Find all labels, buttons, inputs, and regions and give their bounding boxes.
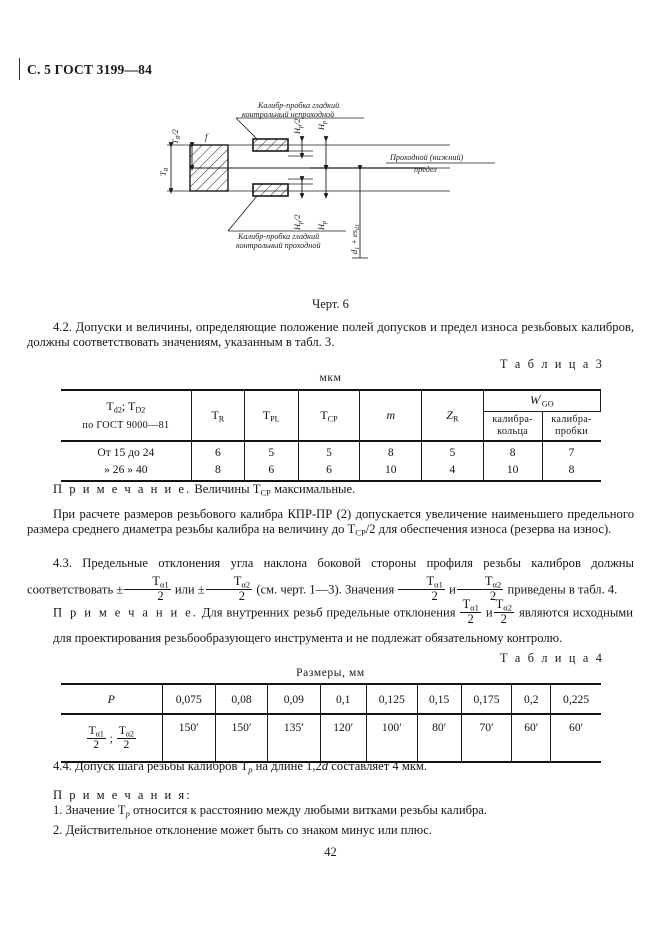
paragraph-4-3-text-c: (см. черт. 1—3). Значения	[256, 582, 395, 597]
table3-units: мкм	[319, 372, 342, 384]
table4-pitch-0: 0,075	[162, 684, 215, 714]
table3-row1-zr: 4	[422, 461, 484, 481]
fraction-talpha1-over-2: $\frac{T_{\alpha 1}}{2}$	[124, 575, 170, 603]
table3-row0-w-probki: 7	[542, 441, 600, 461]
table3-header-row-1	[61, 390, 601, 411]
table4-pitch-2: 0,09	[268, 684, 320, 714]
paragraph-4-4-text-c: составляет 4 мкм.	[331, 759, 428, 773]
table-3	[61, 389, 601, 482]
table4-value-6: 70′	[461, 714, 512, 762]
table4-pitch-7: 0,2	[512, 684, 551, 714]
table4-value-4: 100′	[366, 714, 417, 762]
paragraph-4-4-sub: p	[248, 764, 253, 775]
table3-col-tcp-header: $T_{CP}$	[298, 390, 360, 441]
note-internal-threads	[53, 598, 633, 650]
table4-pitch-3: 0,1	[320, 684, 366, 714]
paragraph-4-2: 4.2. Допуски и величины, определяющие положение полей допусков и предел износа резьбовых калибров, должны соответствовать значениям, указанным в табл. 3.	[27, 320, 634, 350]
fraction-talpha2-over-2-c: $\frac{T_{\alpha 2}}{2}$	[495, 597, 513, 627]
table-row	[61, 461, 601, 481]
table3-row1-m: 10	[360, 461, 422, 481]
table4-value-7: 60′	[512, 714, 551, 762]
table4-value-2: 135′	[268, 714, 320, 762]
table3-col-kalibra-koltsa-header: калибра- кольца	[483, 411, 542, 441]
table3-row0-w-koltsa: 8	[483, 441, 542, 461]
note2-label: П р и м е ч а н и е.	[53, 605, 198, 620]
paragraph-4-4-ital: d	[321, 759, 329, 773]
figure-label-hp-top: $H_p$	[317, 120, 328, 130]
table4-label: Т а б л и ц а 4	[499, 651, 604, 665]
table4-header-row	[61, 684, 601, 714]
table4-row-header-talpha: $\frac{T_{\alpha 1}}{2}$ ; $\frac{T_{\alpha 2}}{2}$	[61, 714, 162, 762]
table3-row0-tr: 6	[191, 441, 244, 461]
fraction-talpha2-over-2-b: $\frac{T_{\alpha 2}}{2}$	[457, 575, 503, 603]
table4-value-1: 150′	[215, 714, 267, 762]
table4-pitch-1: 0,08	[215, 684, 267, 714]
figure-label-f: f	[205, 132, 208, 142]
paragraph-4-4-text-b: на длине 1,2	[255, 759, 322, 773]
table3-row1-w-koltsa: 10	[483, 461, 542, 481]
paragraph-4-3-text-b: или ±	[174, 582, 205, 597]
table3-col-zr-header: $Z_R$	[422, 390, 484, 441]
table3-col-tpl-header: $T_{PL}$	[244, 390, 298, 441]
table4-row-header-p: P	[61, 684, 162, 714]
note-item-2: 2. Действительное отклонение может быть со знаком минус или плюс.	[53, 822, 432, 837]
table3-row1-w-probki: 8	[542, 461, 600, 481]
table3-head	[61, 390, 601, 441]
note-item-1-text-b: относится к расстоянию между любыми витками резьбы калибра.	[133, 803, 488, 818]
note-label: П р и м е ч а н и е.	[53, 482, 192, 496]
technical-drawing	[150, 98, 550, 278]
notes-list	[53, 788, 633, 838]
table4-pitch-4: 0,125	[366, 684, 417, 714]
figure-label-d1-es: $d_1 + es_{d1}$	[350, 223, 361, 254]
table3-row0-range: От 15 до 24	[61, 441, 191, 461]
figure-right-label-line1: Проходной (нижний)	[390, 153, 464, 162]
figure-label-hp-half-top: $H_p/2$	[293, 118, 304, 134]
table4-units: Размеры, мм	[296, 667, 365, 679]
table3-row0-tcp: 5	[298, 441, 360, 461]
figure-callout-top-line2: контрольный непроходной	[242, 110, 335, 119]
figure-label-tr: $T_R$	[159, 167, 170, 176]
paragraph-4-4-text-a: 4.4. Допуск шага резьбы калибров T	[53, 759, 249, 773]
figure-right-label-line2: предел	[414, 165, 437, 174]
table3-col-tr-header: $T_R$	[191, 390, 244, 441]
paragraph-kpr-text-a: При расчете размеров резьбового калибра КПР-ПР (2) допускается увеличение наименьшего предельного размера среднего диаметра резьбы калибра на величину до T	[27, 507, 634, 537]
figure-label-hp-bottom: $H_p$	[317, 220, 328, 230]
table-4	[61, 683, 601, 763]
note2-text-c: являются исходными для проектирования резьбообразующего инструмента и не подлежат обязательному контролю.	[53, 605, 634, 646]
table3-row1-tcp: 6	[298, 461, 360, 481]
table4-pitch-5: 0,15	[417, 684, 461, 714]
figure-label-hp-half-bottom: $H_p/2$	[293, 214, 304, 230]
note-item-1-text-a: 1. Значение T	[53, 803, 126, 818]
figure-label-tr-half: $T_R/2$	[171, 129, 182, 144]
table4-value-3: 120′	[320, 714, 366, 762]
table4-pitch-8: 0,225	[551, 684, 601, 714]
figure-callout-bottom-line1: Калибр-пробка гладкий	[238, 232, 320, 241]
paragraph-4-3-text-d: и	[449, 582, 456, 597]
table4-body	[61, 684, 601, 762]
table3-row0-m: 8	[360, 441, 422, 461]
paragraph-kpr-text-b: /2 для обеспечения износа (резерва на износ).	[365, 522, 612, 537]
paragraph-4-4	[27, 759, 634, 778]
table3-col-range-header: $T_{d2}$; $T_{D2}$ по ГОСТ 9000—81	[61, 390, 191, 441]
figure-callout-top-line1: Калибр-пробка гладкий	[258, 101, 340, 110]
table3-row1-tpl: 6	[244, 461, 298, 481]
fraction-talpha1-over-2-t4: $\frac{T_{\alpha 1}}{2}$	[88, 723, 104, 752]
fraction-talpha1-over-2-b: $\frac{T_{\alpha 1}}{2}$	[398, 575, 444, 603]
fraction-talpha1-over-2-c: $\frac{T_{\alpha 1}}{2}$	[462, 597, 479, 627]
paragraph-kpr-pr	[27, 507, 634, 542]
figure-caption: Черт. 6	[312, 297, 349, 311]
header-rule	[19, 58, 20, 80]
table-row	[61, 441, 601, 461]
note2-text-a: Для внутренних резьб предельные отклонения	[201, 605, 456, 620]
note-text-b: максимальные.	[274, 482, 356, 496]
table3-col-wgo-group-header: $W'_{GO}$	[483, 390, 600, 411]
paragraph-kpr-sub: CP	[355, 528, 366, 539]
page-header-text: С. 5 ГОСТ 3199—84	[27, 62, 153, 77]
page-number: 42	[324, 845, 337, 859]
table3-row1-tr: 8	[191, 461, 244, 481]
table4-value-5: 80′	[417, 714, 461, 762]
note-text-a: Величины T	[194, 482, 261, 496]
paragraph-4-3-text-a: 4.3. Предельные отклонения угла наклона боковой стороны профиля резьбы калибров должны соответствовать ±	[27, 556, 634, 597]
note-item-1-sub: p	[125, 809, 130, 820]
paragraph-4-3	[27, 551, 634, 603]
fraction-talpha2-over-2-t4: $\frac{T_{\alpha 2}}{2}$	[118, 723, 134, 752]
table4-value-0: 150′	[162, 714, 215, 762]
table-row	[61, 714, 601, 762]
note-text-sub: CP	[260, 487, 271, 498]
table3-row0-tpl: 5	[244, 441, 298, 461]
note-tcp-maximum	[53, 482, 633, 501]
fraction-talpha2-over-2: $\frac{T_{\alpha 2}}{2}$	[206, 575, 252, 603]
table4-value-8: 60′	[551, 714, 601, 762]
figure-callout-bottom-line2: контрольный проходной	[236, 241, 321, 250]
note2-text-b: и	[485, 605, 493, 620]
table3-body	[61, 441, 601, 481]
table3-row0-zr: 5	[422, 441, 484, 461]
table3-row1-range: » 26 » 40	[61, 461, 191, 481]
table3-col-kalibra-probki-header: калибра- пробки	[542, 411, 600, 441]
table3-col-m-header: m	[360, 390, 422, 441]
notes-label: П р и м е ч а н и я:	[53, 788, 192, 802]
note-item-1	[53, 803, 633, 822]
table4-pitch-6: 0,175	[461, 684, 512, 714]
table3-label: Т а б л и ц а 3	[499, 357, 604, 371]
paragraph-4-3-text-e: приведены в табл. 4.	[507, 582, 618, 597]
page-header	[27, 62, 152, 78]
